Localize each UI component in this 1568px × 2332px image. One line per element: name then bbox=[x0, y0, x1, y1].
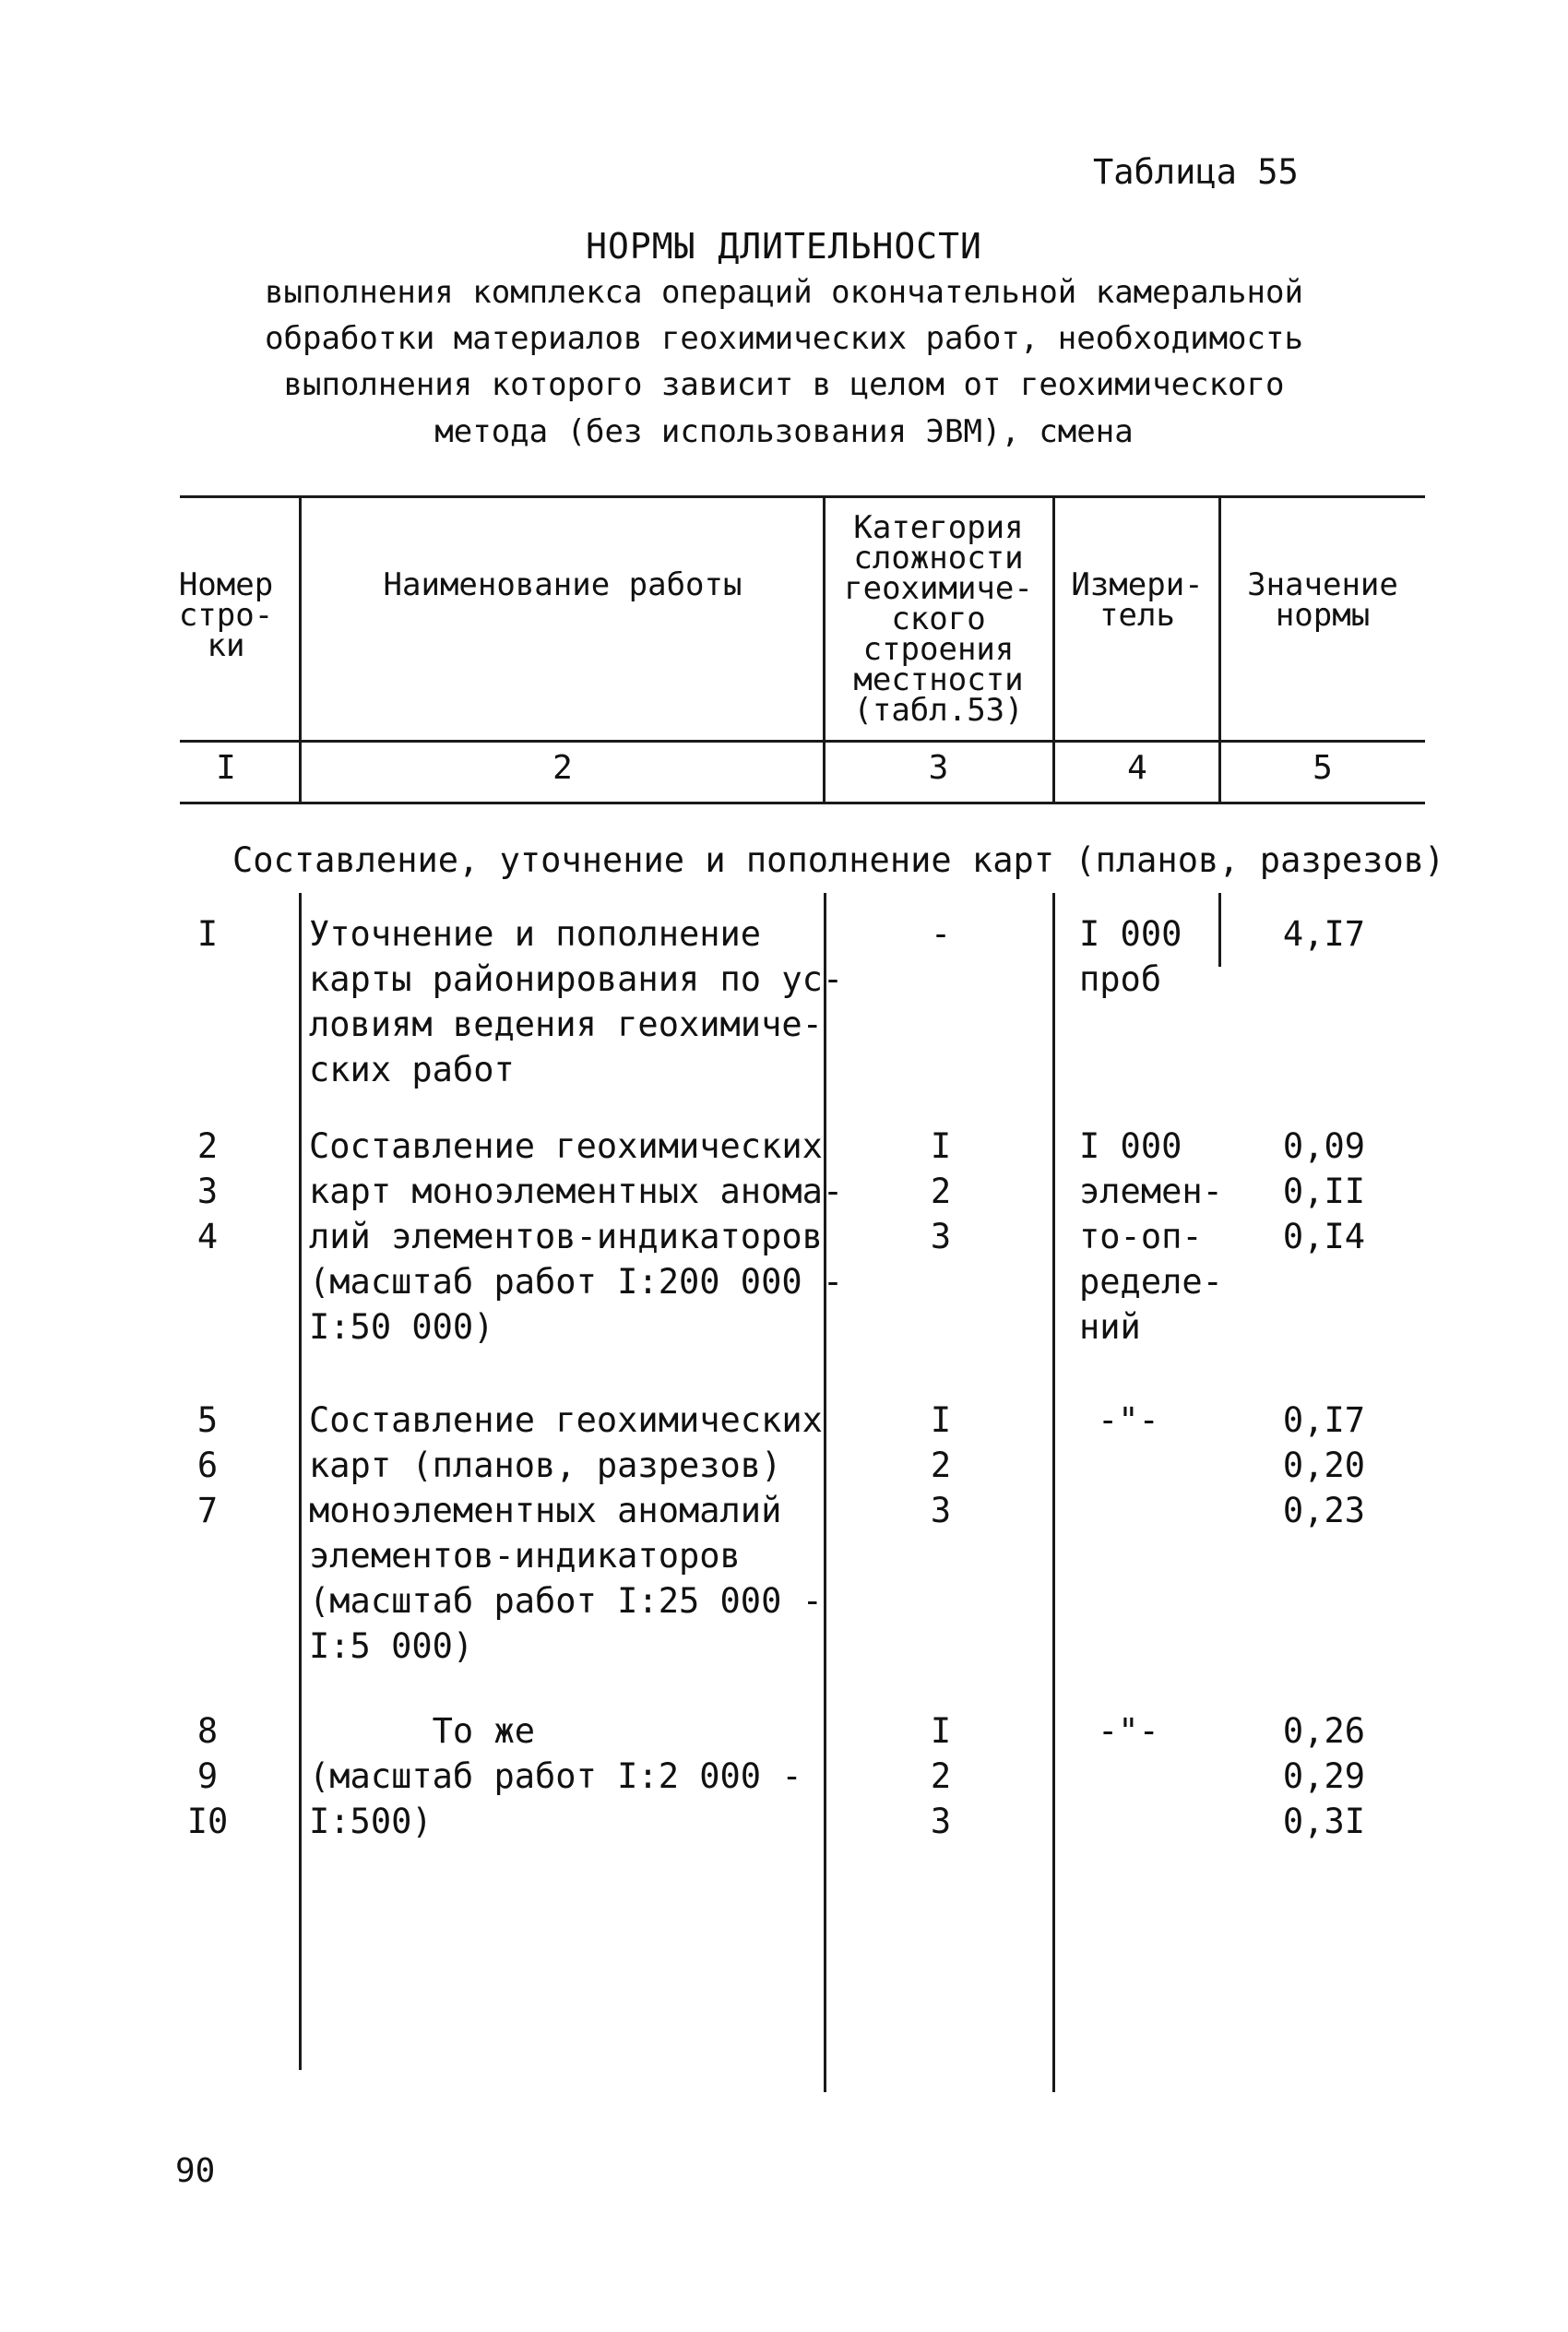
subtitle-line: обработки материалов геохимических работ, необходимость bbox=[265, 320, 1303, 357]
page-title: НОРМЫ ДЛИТЕЛЬНОСТИ bbox=[586, 226, 982, 267]
work-name: Составление геохимических карт (планов, разрезов) моноэлементных аномалий элементов-индикаторов (масштаб работ I:25 000 - I:5 000) bbox=[309, 1400, 823, 1666]
column-divider bbox=[1218, 893, 1221, 967]
category: I 2 3 bbox=[930, 1126, 952, 1256]
norm-value: 0,I7 0,20 0,23 bbox=[1282, 1400, 1365, 1530]
column-number: 5 bbox=[1313, 749, 1333, 787]
unit: -"- bbox=[1098, 1711, 1159, 1751]
work-name: То же (масштаб работ I:2 000 - I:500) bbox=[309, 1711, 802, 1841]
row-number: 5 6 7 bbox=[196, 1400, 219, 1530]
row-number: I bbox=[196, 914, 219, 954]
unit: I 000 элемен- то-оп- ределе- ний bbox=[1079, 1126, 1223, 1347]
column-numbers-rule bbox=[180, 802, 1425, 804]
column-header-category: Категория сложности геохимиче- ского строения местности (табл.53) bbox=[844, 509, 1033, 729]
work-name: Уточнение и пополнение карты районирования по ус- ловиям ведения геохимиче- ских работ bbox=[309, 914, 844, 1089]
category: - bbox=[930, 914, 952, 954]
page-number: 90 bbox=[175, 2152, 216, 2190]
subtitle-line: выполнения которого зависит в целом от геохимического bbox=[283, 366, 1285, 403]
unit: I 000 проб bbox=[1079, 914, 1182, 999]
column-divider bbox=[1052, 893, 1055, 2092]
row-number: 2 3 4 bbox=[196, 1126, 219, 1256]
column-divider bbox=[299, 893, 302, 2070]
header-bottom-rule bbox=[180, 740, 1425, 743]
norm-value: 4,I7 bbox=[1282, 914, 1365, 954]
column-number: I bbox=[216, 749, 236, 787]
column-divider bbox=[299, 495, 302, 803]
subtitle-line: выполнения комплекса операций окончательной камеральной bbox=[265, 274, 1303, 311]
column-header-name: Наименование работы bbox=[383, 566, 742, 603]
subtitle-line: метода (без использования ЭВМ), смена bbox=[434, 413, 1134, 450]
table-top-rule bbox=[180, 495, 1425, 498]
column-header-unit: Измери- тель bbox=[1071, 566, 1204, 634]
row-number: 8 9 I0 bbox=[186, 1711, 229, 1841]
category: I 2 3 bbox=[930, 1400, 952, 1530]
norm-value: 0,09 0,II 0,I4 bbox=[1282, 1126, 1365, 1256]
column-header-value: Значение нормы bbox=[1247, 566, 1398, 634]
table-label: Таблица 55 bbox=[1093, 152, 1299, 192]
column-header-number: Номер стро- ки bbox=[178, 566, 274, 664]
work-name: Составление геохимических карт моноэлементных анома- лий элементов-индикаторов (масштаб работ I:200 000 - I:50 000) bbox=[309, 1126, 844, 1347]
section-title: Составление, уточнение и пополнение карт (планов, разрезов) bbox=[232, 840, 1445, 880]
column-number: 4 bbox=[1127, 749, 1147, 787]
category: I 2 3 bbox=[930, 1711, 952, 1841]
norm-value: 0,26 0,29 0,3I bbox=[1282, 1711, 1365, 1841]
column-number: 3 bbox=[928, 749, 949, 787]
unit: -"- bbox=[1098, 1400, 1159, 1440]
column-number: 2 bbox=[552, 749, 573, 787]
